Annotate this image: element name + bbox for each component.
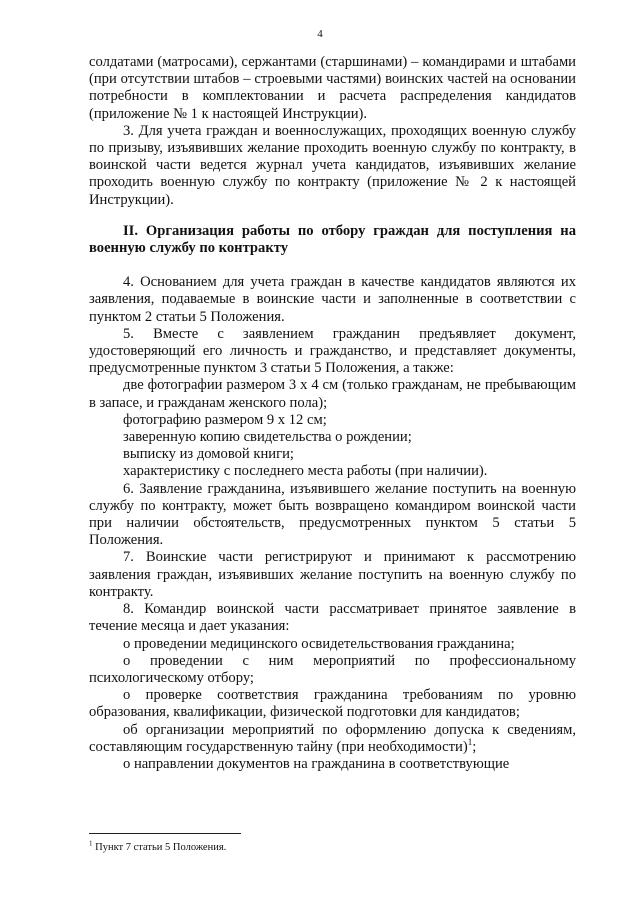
paragraph-8: 8. Командир воинской части рассматривает принятое заявление в течение месяца и дает указания: — [89, 601, 576, 635]
paragraph-8-item: о проверке соответствия гражданина требованиям по уровню образования, квалификации, физической подготовки для кандидатов; — [89, 687, 576, 721]
paragraph-5-item: две фотографии размером 3 x 4 см (только гражданам, не пребывающим в запасе, и гражданам женского пола); — [89, 377, 576, 411]
paragraph-continuation: солдатами (матросами), сержантами (старшинами) – командирами и штабами (при отсутствии штабов – строевыми частями) воинских частей на основании потребности в комплектовании и расчета распределения кандидатов (приложение № 1 к настоящей Инструкции). — [89, 54, 576, 122]
paragraph-5-item: выписку из домовой книги; — [123, 446, 294, 463]
footnote-mark: 1 — [89, 839, 93, 848]
paragraph-5-item: заверенную копию свидетельства о рождении; — [123, 429, 412, 446]
page-number: 4 — [317, 28, 323, 40]
paragraph-3: 3. Для учета граждан и военнослужащих, проходящих военную службу по призыву, изъявивших желание проходить военную службу по контракту, в воинской части ведется журнал учета кандидатов, изъявивших желание проходить военную службу по контракту (приложение № 2 к настоящей Инструкции). — [89, 122, 576, 208]
paragraph-8-item: о проведении с ним мероприятий по профессиональному психологическому отбору; — [89, 652, 576, 686]
paragraph-5-item: характеристику с последнего места работы (при наличии). — [123, 463, 488, 480]
paragraph-7: 7. Воинские части регистрируют и принимают к рассмотрению заявления граждан, изъявивших желание поступить на военную службу по контракту. — [89, 549, 576, 600]
paragraph-8-item-text: об организации мероприятий по оформлению допуска к сведениям, составляющим государственную тайну (при необходимости) — [89, 721, 576, 755]
footnote-separator — [89, 833, 241, 834]
paragraph-8-item-with-footnote — [89, 722, 576, 756]
paragraph-8-item-last: о направлении документов на гражданина в соответствующие — [123, 755, 510, 772]
document-body — [89, 54, 576, 773]
paragraph-4: 4. Основанием для учета граждан в качестве кандидатов являются их заявления, подаваемые в воинские части и заполненные в соответствии с пунктом 2 статьи 5 Положения. — [89, 274, 576, 325]
paragraph-8-item: о проведении медицинского освидетельствования гражданина; — [123, 635, 515, 652]
paragraph-5: 5. Вместе с заявлением гражданин предъявляет документ, удостоверяющий его личность и гражданство, и представляет документы, предусмотренные пунктом 3 статьи 5 Положения, а также: — [89, 325, 576, 377]
paragraph-5-item: фотографию размером 9 x 12 см; — [123, 411, 327, 428]
footnote-text: Пункт 7 статьи 5 Положения. — [92, 842, 227, 853]
paragraph-6: 6. Заявление гражданина, изъявившего желание поступить на военную службу по контракту, может быть возвращено командиром воинской части при наличии обстоятельств, предусмотренных пунктом 5 статьи 5 Положения. — [89, 480, 576, 549]
footnote-reference: 1 — [467, 736, 473, 747]
footnote — [89, 839, 227, 854]
paragraph-8-item-end: ; — [472, 738, 477, 755]
section-heading: II. Организация работы по отбору граждан для поступления на военную службу по контракту — [89, 222, 576, 257]
